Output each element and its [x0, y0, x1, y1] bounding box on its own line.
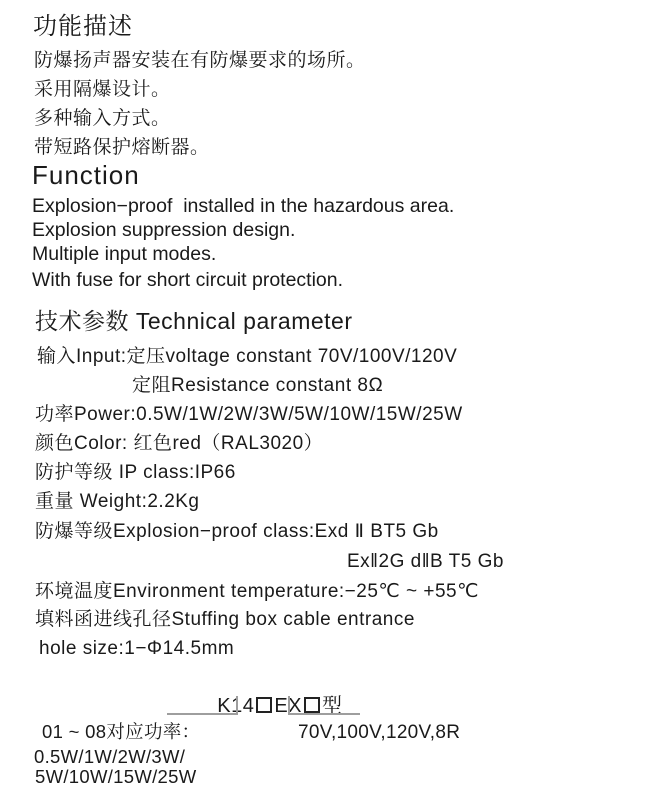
tech-hole-size-line: hole size:1−Φ14.5mm [39, 638, 235, 659]
model-code-prefix: K14 [217, 695, 255, 717]
function-en-line-1: Explosion−proof installed in the hazardous area. [32, 195, 455, 217]
function-en-line-2: Explosion suppression design. [32, 219, 296, 241]
voltage-note: 70V,100V,120V,8R [298, 722, 461, 743]
tech-input-line: 输入Input:定压voltage constant 70V/100V/120V [37, 346, 458, 367]
connector-line-voltage [288, 696, 360, 715]
function-en-line-4: With fuse for short circuit protection. [32, 269, 344, 291]
function-zh-line-1: 防爆扬声器安装在有防爆要求的场所。 [34, 50, 366, 71]
model-code-suffix: 型 [322, 695, 343, 717]
power-note-line-2: 0.5W/1W/2W/3W/ [34, 746, 186, 767]
heading-function-en: Function [32, 160, 140, 190]
connector-line-power [167, 696, 238, 715]
tech-explosion-class-line: 防爆等级Explosion−proof class:Exd Ⅱ BT5 Gb [35, 521, 439, 542]
heading-technical-parameter: 技术参数 Technical parameter [35, 308, 353, 334]
tech-weight-line: 重量 Weight:2.2Kg [35, 491, 200, 512]
function-zh-line-4: 带短路保护熔断器。 [34, 137, 210, 158]
tech-explosion-class-line-2: Ex‖2G d‖B T5 Gb [347, 551, 504, 572]
tech-stuffing-box-line: 填料函进线孔径Stuffing box cable entrance [35, 609, 415, 630]
tech-input-line-2: 定阻Resistance constant 8Ω [132, 375, 384, 396]
tech-ip-class-line: 防护等级 IP class:IP66 [35, 462, 236, 483]
tech-temperature-line: 环境温度Environment temperature:−25℃ ~ +55℃ [35, 581, 479, 602]
power-note-line-3: 5W/10W/15W/25W [35, 766, 197, 787]
function-en-line-3: Multiple input modes. [32, 243, 217, 265]
function-zh-line-3: 多种输入方式。 [34, 108, 171, 129]
tech-power-line: 功率Power:0.5W/1W/2W/3W/5W/10W/15W/25W [35, 404, 463, 425]
model-code-mid: EX [274, 695, 303, 717]
tech-color-line: 颜色Color: 红色red（RAL3020） [35, 433, 324, 454]
heading-function-zh: 功能描述 [33, 13, 133, 40]
power-note-line-1: 01 ~ 08对应功率： [42, 721, 201, 742]
function-zh-line-2: 采用隔爆设计。 [34, 79, 171, 100]
model-power-box-icon [256, 697, 272, 713]
